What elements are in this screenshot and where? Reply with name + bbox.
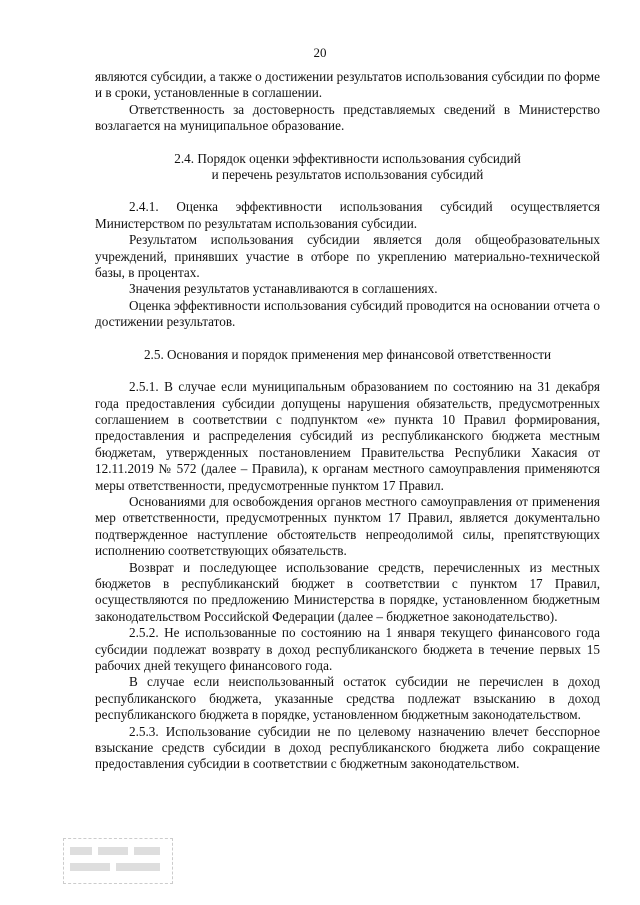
paragraph: Оценка эффективности использования субсидий проводится на основании отчета о достижении результатов. xyxy=(95,297,600,330)
paragraph: 2.4.1. Оценка эффективности использования субсидий осуществляется Министерством по результатам использования субсидии. xyxy=(95,199,600,231)
paragraph: 2.5.3. Использование субсидии не по целевому назначению влечет бесспорное взыскание средств субсидии в доход республиканского бюджета либо сокращение предоставления субсидии в соответствии с бюджетным законодательством. xyxy=(95,723,600,772)
section-heading: 2.4. Порядок оценки эффективности использования субсидий и перечень результатов использования субсидий xyxy=(174,150,521,183)
paragraph: являются субсидии, а также о достижении результатов использования субсидии по форме и в сроки, установленные в соглашении. xyxy=(95,69,600,101)
page-number: 20 xyxy=(313,45,327,60)
paragraph: Значения результатов устанавливаются в соглашениях. xyxy=(129,281,438,297)
paragraph: Основаниями для освобождения органов местного самоуправления от применения мер ответственности, предусмотренных пунктом 17 Правил, является документально подтвержденное наступление обстоятельств непреодолимой силы, препятствующих исполнению соответствующих обязательств. xyxy=(95,493,600,559)
document-body xyxy=(95,69,600,773)
paragraph: 2.5.1. В случае если муниципальным образованием по состоянию на 31 декабря года предоставления субсидии допущены нарушения обязательств, предусмотренных соглашением в соответствии с подпунктом «е» пункта 10 Правил формирования, предоставления и распределения субсидий из республиканского бюджета местным бюджетам, утвержденных постановлением Правительства Республики Хакасия от 12.11.2019 № 572 (далее – Правила), к органам местного самоуправления применяются меры ответственности, предусмотренные пунктом 17 Правил. xyxy=(95,379,600,493)
scan-stamp-mark xyxy=(63,838,173,884)
paragraph: Ответственность за достоверность представляемых сведений в Министерство возлагается на муниципальное образование. xyxy=(95,101,600,134)
paragraph: Результатом использования субсидии является доля общеобразовательных учреждений, принявших участие в отборе по укреплению материально-технической базы, в процентах. xyxy=(95,232,600,281)
paragraph: 2.5.2. Не использованные по состоянию на 1 января текущего финансового года субсидии подлежат возврату в доход республиканского бюджета в течение первых 15 рабочих дней текущего финансового года. xyxy=(95,625,600,673)
paragraph: Возврат и последующее использование средств, перечисленных из местных бюджетов в республиканский бюджет в соответствии с пунктом 17 Правил, осуществляются по предложению Министерства в порядке, установленном бюджетным законодательством Российской Федерации (далее – бюджетное законодательство). xyxy=(95,559,600,624)
paragraph: В случае если неиспользованный остаток субсидии не перечислен в доход республиканского бюджета, указанные средства подлежат взысканию в доход республиканского бюджета в порядке, установленном бюджетным законодательством. xyxy=(95,674,600,723)
section-heading: 2.5. Основания и порядок применения мер финансовой ответственности xyxy=(143,346,552,362)
